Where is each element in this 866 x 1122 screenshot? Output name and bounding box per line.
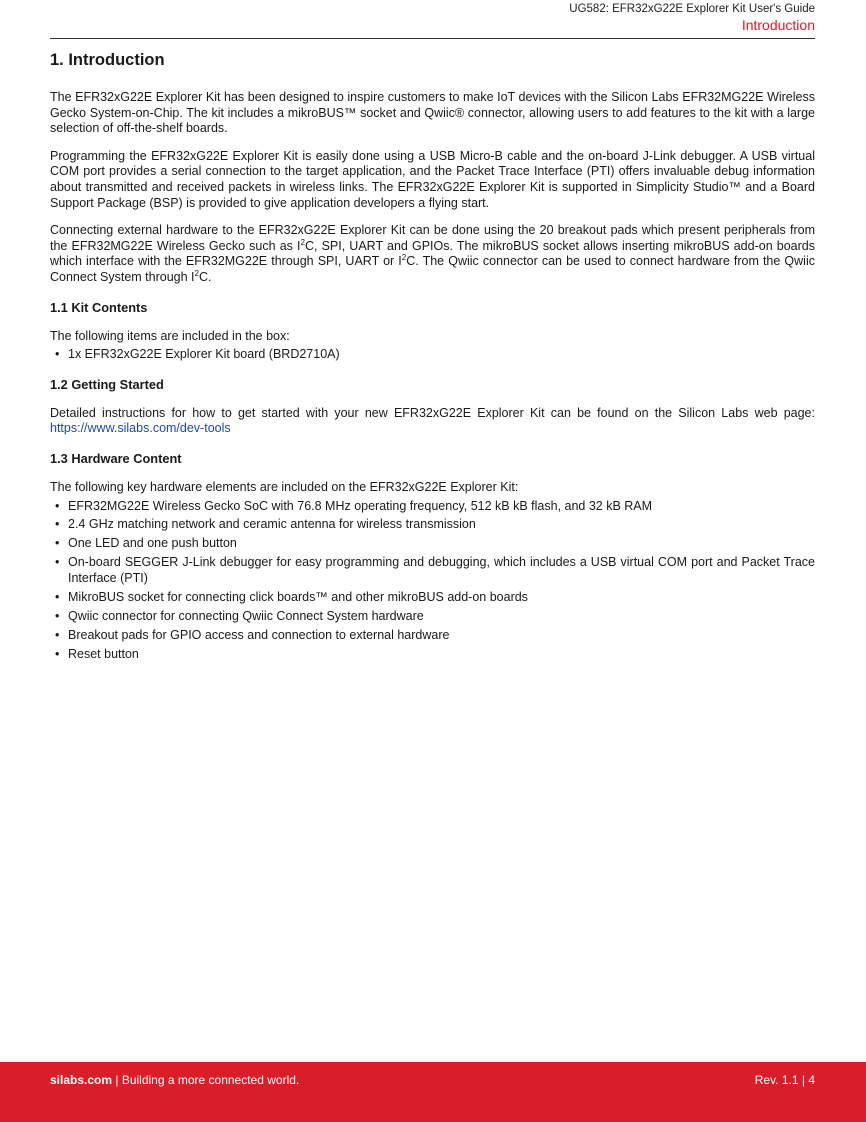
list-item: • EFR32MG22E Wireless Gecko SoC with 76.8 MHz operating frequency, 512 kB kB flash, and 32 kB RAM	[50, 499, 815, 515]
list-item: • 2.4 GHz matching network and ceramic antenna for wireless transmission	[50, 517, 815, 533]
intro-paragraph-2: Programming the EFR32xG22E Explorer Kit is easily done using a USB Micro-B cable and the on-board J-Link debugger. A USB virtual COM port provides a serial connection to the target application, and the Packet Trace Interface (PTI) offers invaluable debug information about transmitted and received packets in wireless links. The EFR32xG22E Explorer Kit is supported in Simplicity Studio™ and a Board Support Package (BSP) is provided to give application developers a flying start.	[50, 148, 815, 210]
section-name: Introduction	[741, 17, 815, 33]
subsection-title-hardware-content: 1.3 Hardware Content	[50, 450, 182, 466]
section-title-introduction: 1. Introduction	[50, 51, 165, 69]
hardware-content-lead: The following key hardware elements are included on the EFR32xG22E Explorer Kit:	[50, 479, 519, 494]
kit-contents-lead: The following items are included in the box:	[50, 328, 290, 343]
dev-tools-link[interactable]: https://www.silabs.com/dev-tools	[50, 421, 231, 436]
footer-site-link[interactable]: silabs.com	[50, 1073, 113, 1087]
superscript-2: 2	[401, 253, 407, 263]
footer-tagline: | Building a more connected world.	[112, 1073, 300, 1087]
page-content	[50, 50, 815, 675]
header-divider	[50, 38, 815, 39]
superscript-2: 2	[194, 268, 199, 278]
list-item: • Reset button	[50, 647, 815, 663]
subsection-title-getting-started: 1.2 Getting Started	[50, 376, 164, 392]
page-footer	[0, 1062, 866, 1122]
list-item: • One LED and one push button	[50, 536, 815, 552]
document-title: UG582: EFR32xG22E Explorer Kit User's Guide	[569, 3, 815, 15]
kit-contents-list	[50, 347, 815, 363]
list-item: • Breakout pads for GPIO access and connection to external hardware	[50, 628, 815, 644]
intro-paragraph-1: The EFR32xG22E Explorer Kit has been designed to inspire customers to make IoT devices with the Silicon Labs EFR32MG22E Wireless Gecko System-on-Chip. The kit includes a mikroBUS™ socket and Qwiic® connector, allowing users to add features to the kit with a large selection of off-the-shelf boards.	[50, 90, 815, 136]
list-item: • Qwiic connector for connecting Qwiic Connect System hardware	[50, 609, 815, 625]
footer-revision-page: Rev. 1.1 | 4	[754, 1073, 815, 1087]
superscript-2: 2	[300, 237, 305, 247]
subsection-title-kit-contents: 1.1 Kit Contents	[50, 299, 148, 315]
intro-paragraph-3: Connecting external hardware to the EFR32xG22E Explorer Kit can be done using the 20 breakout pads which present peripherals from the EFR32MG22E Wireless Gecko such as $I^2C$, SPI, UART and GPIOs. The mikroBUS socket allows inserting mikroBUS add-on boards which interface with the EFR32MG22E through SPI, UART or $I^2C$. The Qwiic connector can be used to connect hardware from the Qwiic Connect System through $I^2C$.	[50, 223, 815, 284]
list-item: • MikroBUS socket for connecting click boards™ and other mikroBUS add-on boards	[50, 590, 815, 606]
list-item: • 1x EFR32xG22E Explorer Kit board (BRD2710A)	[50, 347, 815, 363]
list-item: • On-board SEGGER J-Link debugger for easy programming and debugging, which includes a USB virtual COM port and Packet Trace Interface (PTI)	[50, 555, 815, 586]
hardware-content-list	[50, 499, 815, 663]
footer-branding	[50, 1073, 299, 1087]
getting-started-paragraph: Detailed instructions for how to get started with your new EFR32xG22E Explorer Kit can be found on the Silicon Labs web page: https://www.silabs.com/dev-tools	[50, 405, 815, 436]
